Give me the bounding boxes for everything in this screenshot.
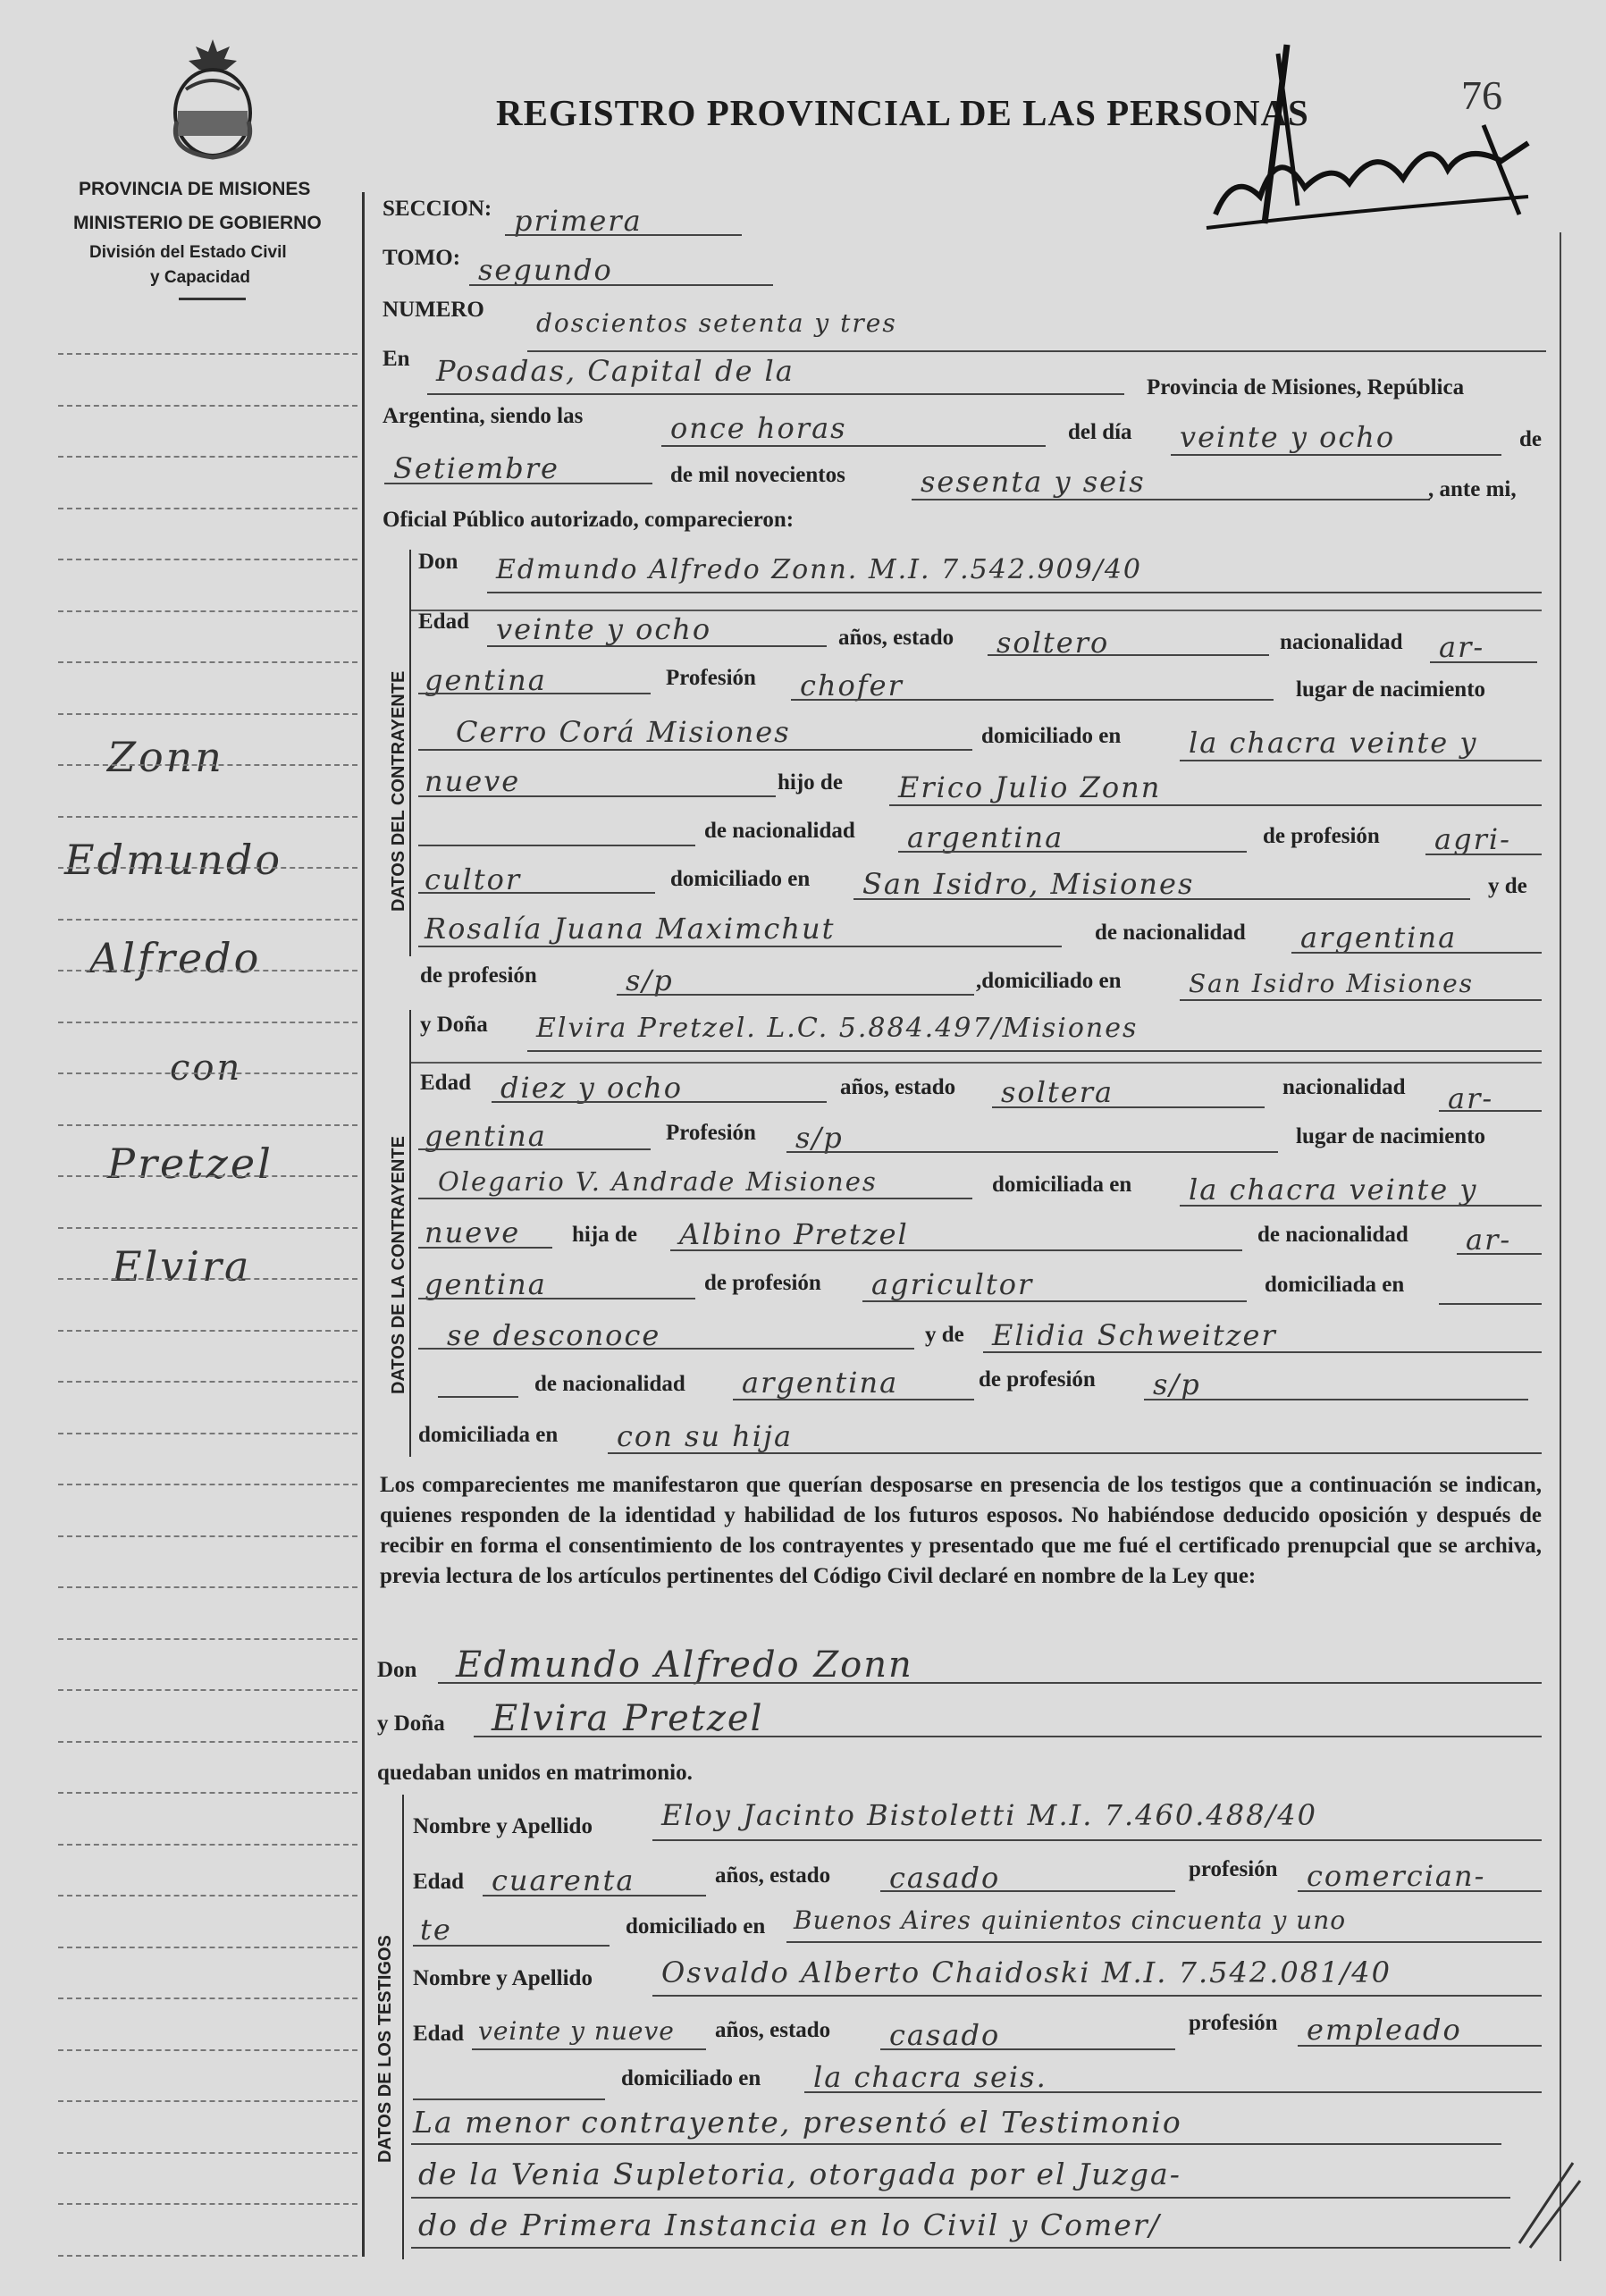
margin-name: Zonn (107, 733, 224, 781)
nombre-label: Nombre y Apellido (413, 1966, 593, 1990)
dia-label: del día (1068, 420, 1132, 444)
note-line-2: de la Venia Supletoria, otorgada por el Juzga- (418, 2157, 1181, 2191)
ministry-label: MINISTERIO DE GOBIERNO (73, 213, 322, 233)
margin-ruled-line (58, 713, 357, 715)
numero-value: doscientos setenta y tres (536, 308, 897, 338)
lugar-label: lugar de nacimiento (1296, 677, 1486, 702)
margin-ruled-line (58, 1175, 357, 1177)
profesion-label: profesión (1189, 2011, 1278, 2035)
hija-label: hija de (572, 1223, 637, 1247)
father-prof-label: de profesión (704, 1271, 821, 1295)
margin-ruled-line (58, 970, 357, 971)
margin-ruled-line (58, 1997, 357, 1999)
witness1-prof-2: te (420, 1913, 452, 1947)
bride-mother-prof: s/p (1153, 1367, 1201, 1401)
nacionalidad-label: nacionalidad (1282, 1075, 1406, 1099)
margin-ruled-line (58, 1586, 357, 1588)
groom-father-domicile: San Isidro, Misiones (862, 867, 1195, 901)
witness1-prof-1: comercian- (1307, 1859, 1486, 1893)
y-de-label: y de (925, 1323, 964, 1347)
witness1-age: cuarenta (492, 1863, 635, 1897)
margin-ruled-line (58, 1484, 357, 1485)
bride-birthplace: Olegario V. Andrade Misiones (438, 1166, 878, 1197)
year-value: sesenta y seis (921, 465, 1146, 499)
coat-of-arms-seal (164, 36, 262, 161)
groom-father-nac: argentina (907, 820, 1064, 854)
margin-ruled-line (58, 2049, 357, 2051)
margin-name: con (170, 1047, 243, 1089)
margin-ruled-line (58, 456, 357, 458)
anos-label: años, estado (715, 1863, 831, 1888)
note-line-1: La menor contrayente, presentó el Testimonio (413, 2105, 1182, 2140)
profesion-label: profesión (1189, 1857, 1278, 1881)
margin-ruled-line (58, 2203, 357, 2205)
groom-domicile-1: la chacra veinte y (1189, 726, 1478, 760)
groom-estado: soltero (996, 626, 1110, 660)
margin-ruled-line (58, 1895, 357, 1897)
anos-label: años, estado (838, 626, 954, 650)
bride-domicile-2: nueve (425, 1215, 521, 1249)
margin-ruled-line (58, 661, 357, 663)
bride-father-prof: agricultor (871, 1267, 1034, 1301)
bride-name: Elvira Pretzel. L.C. 5.884.497/Misiones (536, 1013, 1139, 1044)
quedaban-label: quedaban unidos en matrimonio. (377, 1761, 693, 1785)
margin-ruled-line (58, 1072, 357, 1074)
tomo-label: TOMO: (383, 246, 461, 270)
anos-label: años, estado (840, 1075, 956, 1099)
groom-father: Erico Julio Zonn (898, 770, 1162, 804)
margin-ruled-line (58, 1741, 357, 1743)
margin-ruled-line (58, 610, 357, 612)
lugar-label: lugar de nacimiento (1296, 1124, 1486, 1148)
mother-nac-label: de nacionalidad (534, 1372, 685, 1396)
note-line-3: do de Primera Instancia en lo Civil y Comer/ (418, 2208, 1161, 2242)
profesion-label: Profesión (666, 1121, 756, 1145)
groom-age: veinte y ocho (496, 612, 712, 646)
declaration-paragraph: Los comparecientes me manifestaron que querían desposarse en presencia de los testigos que a continuación se indican, quienes responden de la identidad y habilidad de los futuros esposos. No habiéndose deducido oposición y después de recibir en forma el consentimiento de los contrayentes y presentado que me fué el certificado prenupcial que se archiva, previa lectura de los artículos pertinentes del Código Civil declaré en nombre de la Ley que: (380, 1473, 1542, 1588)
margin-ruled-line (58, 1844, 357, 1846)
ante-label: , ante mi, (1428, 477, 1517, 501)
year-label: de mil novecientos (670, 463, 845, 487)
contrayente-side-label: DATOS DEL CONTRAYENTE (389, 670, 408, 912)
margin-name: Elvira (112, 1242, 252, 1291)
decl-don-label: Don (377, 1658, 417, 1682)
decl-dona-value: Elvira Pretzel (492, 1698, 764, 1739)
witness1-name: Eloy Jacinto Bistoletti M.I. 7.460.488/40 (661, 1798, 1317, 1832)
domiciliado-label: domiciliado en (981, 724, 1122, 748)
bride-estado: soltera (1001, 1075, 1114, 1109)
witness2-name: Osvaldo Alberto Chaidoski M.I. 7.542.081/40 (661, 1955, 1392, 1989)
bride-nac-2: gentina (425, 1119, 547, 1153)
father-dom-label: domiciliado en (670, 867, 811, 891)
nacionalidad-label: nacionalidad (1280, 630, 1403, 654)
dona-label: y Doña (420, 1013, 488, 1037)
anos-label: años, estado (715, 2018, 831, 2042)
testigos-side-label: DATOS DE LOS TESTIGOS (375, 1935, 395, 2163)
margin-ruled-line (58, 2152, 357, 2154)
margin-name: Edmundo (64, 836, 283, 884)
father-prof-label: de profesión (1263, 824, 1380, 848)
place-value: Posadas, Capital de la (436, 354, 795, 388)
bride-father-domicile: se desconoce (447, 1318, 661, 1352)
margin-ruled-line (58, 2255, 357, 2257)
numero-label: NUMERO (383, 298, 484, 322)
bride-mother-nac: argentina (742, 1366, 899, 1400)
margin-ruled-line (58, 919, 357, 921)
witness2-prof: empleado (1307, 2013, 1462, 2047)
division-label-2: y Capacidad (150, 268, 250, 287)
margin-ruled-line (58, 764, 357, 766)
edad-label: Edad (420, 1071, 471, 1095)
bride-age: diez y ocho (500, 1071, 683, 1105)
groom-mother-nac: argentina (1300, 921, 1458, 955)
margin-name: Alfredo (89, 934, 262, 982)
groom-mother-prof: s/p (626, 963, 674, 997)
hour-value: once horas (670, 411, 847, 445)
bride-father-nac-1: ar- (1466, 1223, 1512, 1257)
decl-don-value: Edmundo Alfredo Zonn (456, 1644, 913, 1686)
profesion-label: Profesión (666, 666, 756, 690)
province-label: PROVINCIA DE MISIONES (79, 179, 311, 199)
mother-dom-label: domiciliada en (418, 1423, 559, 1447)
y-de-label: y de (1488, 874, 1527, 898)
margin-ruled-line (58, 1124, 357, 1126)
witness2-domicile: la chacra seis. (813, 2060, 1047, 2094)
margin-ruled-line (58, 508, 357, 509)
month-value: Setiembre (393, 451, 559, 485)
witness1-domicile: Buenos Aires quinientos cincuenta y uno (794, 1905, 1347, 1935)
margin-ruled-line (58, 1535, 357, 1537)
mother-prof-label: de profesión (420, 963, 537, 988)
margin-name: Pretzel (107, 1140, 273, 1188)
provincia-label: Provincia de Misiones, República (1147, 375, 1465, 399)
margin-ruled-line (58, 1381, 357, 1383)
decl-dona-label: y Doña (377, 1711, 445, 1736)
witness1-estado: casado (889, 1861, 1001, 1895)
argentina-label: Argentina, siendo las (383, 404, 584, 428)
bride-domicile-1: la chacra veinte y (1189, 1173, 1478, 1207)
bride-mother: Elidia Schweitzer (992, 1318, 1277, 1352)
groom-mother-domicile: San Isidro Misiones (1189, 969, 1475, 998)
edad-label: Edad (413, 1870, 464, 1894)
groom-father-prof-2: cultor (425, 862, 522, 896)
bride-profesion: s/p (795, 1121, 844, 1155)
contrayenta-side-label: DATOS DE LA CONTRAYENTE (389, 1136, 408, 1394)
groom-birthplace: Cerro Corá Misiones (456, 715, 791, 749)
groom-nac-2: gentina (425, 663, 547, 697)
witness2-age: veinte y nueve (478, 2016, 675, 2046)
edad-label: Edad (418, 610, 469, 634)
father-nac-label: de nacionalidad (704, 819, 855, 843)
domiciliada-label: domiciliada en (992, 1173, 1132, 1197)
margin-ruled-line (58, 1227, 357, 1229)
margin-ruled-line (58, 1792, 357, 1794)
margin-ruled-line (58, 559, 357, 560)
day-value: veinte y ocho (1180, 420, 1396, 454)
father-dom-label: domiciliada en (1265, 1273, 1405, 1297)
edad-label: Edad (413, 2022, 464, 2046)
margin-ruled-line (58, 1689, 357, 1691)
hijo-label: hijo de (778, 770, 843, 795)
margin-ruled-line (58, 1278, 357, 1280)
witness2-estado: casado (889, 2018, 1001, 2052)
bride-nac-1: ar- (1448, 1081, 1494, 1115)
domiciliado-label: domiciliado en (621, 2066, 761, 2090)
groom-profesion: chofer (800, 669, 904, 702)
mother-prof-label: de profesión (979, 1367, 1096, 1392)
domiciliado-label: domiciliado en (626, 1914, 766, 1939)
margin-slash-marks (1510, 2145, 1582, 2252)
page-number: 76 (1461, 72, 1502, 118)
groom-father-prof-1: agri- (1434, 822, 1511, 856)
margin-ruled-line (58, 816, 357, 818)
mother-nac-label: de nacionalidad (1095, 921, 1246, 945)
father-nac-label: de nacionalidad (1257, 1223, 1408, 1247)
margin-ruled-line (58, 1330, 357, 1332)
mother-dom-label: ,domiciliado en (976, 969, 1122, 993)
margin-ruled-line (58, 2100, 357, 2102)
oficial-label: Oficial Público autorizado, comparecieron: (383, 508, 795, 532)
seccion-value: primera (514, 204, 643, 238)
margin-ruled-line (58, 1022, 357, 1023)
division-label: División del Estado Civil (89, 243, 287, 262)
seccion-label: SECCION: (383, 197, 492, 221)
page-title: REGISTRO PROVINCIAL DE LAS PERSONAS (496, 92, 1309, 133)
margin-ruled-line (58, 1947, 357, 1948)
groom-domicile-2: nueve (425, 764, 521, 798)
groom-mother: Rosalía Juana Maximchut (425, 912, 836, 946)
de-label: de (1519, 427, 1542, 451)
bride-father: Albino Pretzel (679, 1217, 909, 1251)
nombre-label: Nombre y Apellido (413, 1814, 593, 1838)
margin-ruled-line (58, 867, 357, 869)
official-signature (1180, 36, 1537, 241)
margin-ruled-line (58, 405, 357, 407)
en-label: En (383, 347, 410, 371)
groom-name: Edmundo Alfredo Zonn. M.I. 7.542.909/40 (496, 554, 1143, 585)
margin-ruled-line (58, 353, 357, 355)
bride-mother-domicile: con su hija (617, 1419, 794, 1453)
don-label: Don (418, 550, 458, 574)
groom-nac-1: ar- (1439, 630, 1485, 664)
margin-ruled-line (58, 1433, 357, 1434)
margin-ruled-line (58, 1638, 357, 1640)
bride-father-nac-2: gentina (425, 1267, 547, 1301)
tomo-value: segundo (478, 253, 613, 287)
